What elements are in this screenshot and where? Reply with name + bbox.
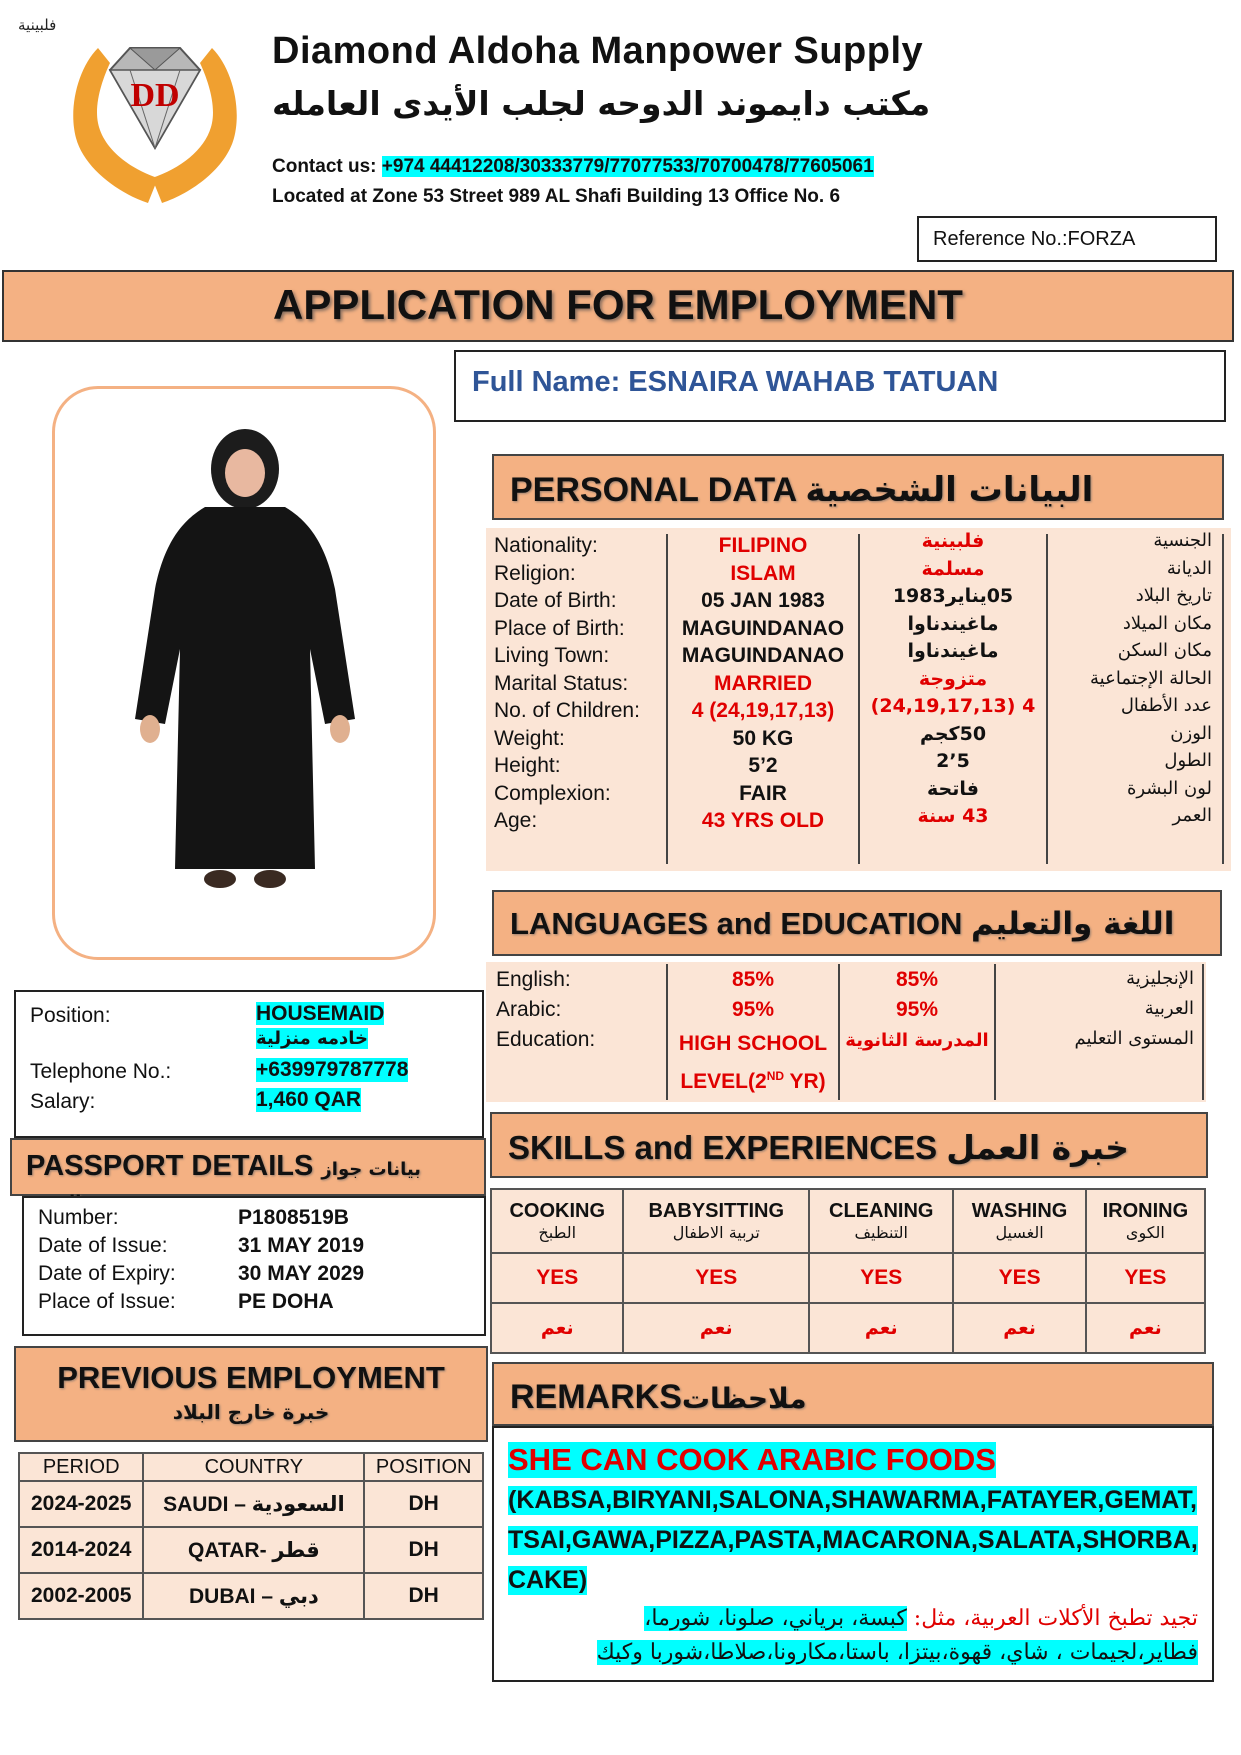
previous-header (14, 1346, 488, 1442)
passport-label: Date of Issue: (38, 1234, 168, 1257)
education-value: HIGH SCHOOL LEVEL(2 (678, 1032, 828, 1093)
previous-country: DUBAI – دبي (143, 1573, 364, 1619)
previous-period: 2024-2025 (19, 1481, 143, 1527)
passport-value: 31 MAY 2019 (238, 1234, 365, 1257)
personal-label-ar: الطول (1164, 750, 1212, 771)
personal-value-ar: فاتحة (927, 777, 979, 800)
personal-value-ar: 5’2 (936, 750, 970, 772)
personal-label-ar: الديانة (1166, 557, 1212, 579)
lang-label-ar-0: الإنجليزية (1126, 968, 1194, 989)
passport-value: 30 MAY 2029 (238, 1262, 365, 1285)
lang-value-0: 85% (731, 968, 775, 991)
position-value: HOUSEMAID (256, 1002, 385, 1025)
previous-column-header: PERIOD (19, 1453, 143, 1481)
full-name: Full Name: ESNAIRA WAHAB TATUAN (454, 350, 1226, 422)
remarks-line-3: TSAI,GAWA,PIZZA,PASTA,MACARONA,SALATA,SHORBA, (508, 1526, 1198, 1554)
position-label: Position: (30, 1004, 111, 1027)
passport-header-ar: بيانات جواز (321, 1159, 421, 1180)
remarks-box (492, 1426, 1214, 1682)
lang-value-2 (668, 1028, 838, 1098)
lang-label-ar-1: العربية (1144, 998, 1194, 1019)
skills-table (490, 1188, 1206, 1354)
previous-table (18, 1452, 484, 1620)
passport-label: Place of Issue: (38, 1290, 176, 1313)
passport-value: PE DOHA (238, 1290, 334, 1313)
personal-label: No. of Children: (494, 699, 640, 722)
remarks-ar-1 (644, 1606, 1198, 1631)
personal-label: Marital Status: (494, 671, 629, 695)
skill-name: CLEANING (829, 1200, 934, 1222)
previous-row (19, 1481, 483, 1527)
personal-label-ar: الوزن (1170, 722, 1212, 744)
personal-value-ar: فلبينية (921, 530, 985, 552)
personal-header-en: PERSONAL DATA (510, 471, 806, 509)
previous-period: 2014-2024 (19, 1527, 143, 1573)
personal-value: MARRIED (714, 671, 812, 695)
personal-label-ar: لون البشرة (1126, 777, 1212, 799)
personal-data-header (492, 454, 1224, 520)
lang-value-ar-1: 95% (895, 998, 939, 1021)
previous-position: DH (364, 1481, 483, 1527)
remarks-ar-red: تجيد تطبخ الأكلات العربية، مثل: (906, 1606, 1198, 1631)
previous-period: 2002-2005 (19, 1573, 143, 1619)
personal-value: MAGUINDANAO (681, 644, 845, 667)
skill-name-ar: الغسيل (995, 1223, 1044, 1242)
skill-yes-ar: نعم (1086, 1303, 1205, 1353)
personal-label: Complexion: (494, 781, 611, 805)
remarks-ar-black-1: كبسة، برياني، صلونا، شورما، (644, 1606, 907, 1631)
skill-yes-ar: نعم (491, 1303, 623, 1353)
personal-value: 05 JAN 1983 (701, 589, 825, 612)
applicant-photo (52, 386, 436, 960)
previous-header-ar: خبرة خارج البلاد (172, 1400, 330, 1424)
personal-label-ar: الجنسية (1153, 530, 1212, 551)
personal-value-ar: ماغيندناوا (907, 640, 999, 662)
skills-header-en: SKILLS and EXPERIENCES (508, 1129, 947, 1166)
lang-value-ar-2: المدرسة الثانوية (845, 1030, 989, 1051)
position-value-ar: خادمه منزلية (256, 1028, 369, 1049)
remarks-line-1: SHE CAN COOK ARABIC FOODS (508, 1442, 996, 1477)
personal-label-ar: العمر (1172, 805, 1212, 826)
personal-value: 4 (24,19,17,13) (691, 699, 835, 722)
personal-value-ar: 43 سنة (917, 805, 989, 827)
logo-letters: DD (130, 77, 180, 114)
personal-label-ar: مكان الميلاد (1122, 612, 1212, 634)
personal-value-ar: مسلمة (921, 557, 985, 580)
previous-country: QATAR- قطر (143, 1527, 364, 1573)
personal-label: Religion: (494, 561, 576, 585)
form-title: APPLICATION FOR EMPLOYMENT (2, 270, 1234, 342)
education-sup: ND (766, 1069, 785, 1083)
personal-label: Height: (494, 754, 561, 777)
skill-name: COOKING (509, 1200, 605, 1222)
personal-label-ar: عدد الأطفال (1120, 695, 1212, 716)
skill-yes: YES (809, 1253, 953, 1303)
languages-header-ar: اللغة والتعليم (971, 906, 1175, 942)
personal-value: ISLAM (730, 561, 796, 585)
remarks-line-4: CAKE) (508, 1566, 588, 1594)
skill-name-cell (1086, 1189, 1205, 1253)
personal-label: Age: (494, 809, 538, 832)
skill-name-ar: التنظيف (854, 1223, 908, 1242)
remarks-header-ar: ملاحظات (681, 1382, 807, 1415)
languages-panel (486, 962, 1206, 1102)
remarks-ar-2: فطاير،لجيمات ، شاي، قهوة،بيتزا، باستا،مكارونا،صلاطا،شوربا وكيك (596, 1640, 1198, 1665)
personal-label: Date of Birth: (494, 589, 617, 612)
company-name-ar: مكتب دايموند الدوحه لجلب الأيدى العامله (272, 84, 931, 123)
contact-label: Contact us: (272, 156, 382, 177)
personal-value-ar: متزوجة (918, 667, 988, 690)
salary-value: 1,460 QAR (256, 1088, 362, 1111)
languages-header (492, 890, 1222, 956)
position-value-block (256, 1002, 384, 1051)
lang-label-0: English: (496, 968, 571, 991)
corner-tag: فلبينية (18, 16, 57, 34)
skill-name-ar: تربية الاطفال (672, 1223, 760, 1242)
skill-name-cell (623, 1189, 809, 1253)
personal-value: 50 KG (732, 726, 794, 750)
passport-header-en: PASSPORT DETAILS (26, 1150, 322, 1182)
personal-value: 5’2 (748, 754, 778, 777)
lang-value-ar-0: 85% (895, 968, 939, 991)
passport-box (22, 1196, 486, 1336)
skill-yes: YES (623, 1253, 809, 1303)
previous-column-header: COUNTRY (143, 1453, 364, 1481)
phone-label: Telephone No.: (30, 1060, 172, 1083)
company-name-en: Diamond Aldoha Manpower Supply (272, 30, 924, 72)
skills-header (490, 1112, 1208, 1178)
education-tail: YR) (784, 1070, 826, 1093)
skill-name: IRONING (1102, 1200, 1189, 1222)
lang-label-2: Education: (496, 1028, 596, 1051)
personal-header-ar: البيانات الشخصية (805, 470, 1094, 510)
contact-line (272, 156, 874, 178)
salary-label: Salary: (30, 1090, 96, 1113)
previous-column-header: POSITION (364, 1453, 483, 1481)
personal-value: FAIR (739, 781, 787, 805)
company-logo (58, 28, 252, 216)
previous-country: SAUDI – السعودية (143, 1481, 364, 1527)
personal-label: Place of Birth: (494, 616, 625, 640)
skill-name-cell (491, 1189, 623, 1253)
skill-yes: YES (1086, 1253, 1205, 1303)
personal-value: MAGUINDANAO (681, 616, 845, 640)
company-location: Located at Zone 53 Street 989 AL Shafi Building 13 Office No. 6 (272, 186, 841, 207)
lang-label-1: Arabic: (496, 998, 562, 1021)
previous-position: DH (364, 1527, 483, 1573)
personal-data-panel (486, 528, 1231, 871)
previous-row (19, 1573, 483, 1619)
phone-value: +639979787778 (256, 1058, 409, 1081)
previous-row (19, 1527, 483, 1573)
remarks-header (492, 1362, 1214, 1426)
skill-name: BABYSITTING (648, 1200, 785, 1222)
skill-name-ar: الكوى (1125, 1223, 1165, 1242)
personal-value: FILIPINO (718, 534, 808, 557)
remarks-header-en: REMARKS (510, 1378, 682, 1416)
skill-yes-ar: نعم (809, 1303, 953, 1353)
passport-label: Number: (38, 1206, 119, 1229)
skill-yes-ar: نعم (623, 1303, 809, 1353)
skill-yes: YES (953, 1253, 1085, 1303)
previous-position: DH (364, 1573, 483, 1619)
position-box (14, 990, 484, 1138)
contact-numbers: +974 44412208/30333779/77077533/70700478/77605061 (381, 156, 874, 177)
skill-name: WASHING (971, 1200, 1068, 1222)
reference-number: Reference No.:FORZA (917, 216, 1217, 262)
previous-header-en: PREVIOUS EMPLOYMENT (57, 1360, 445, 1395)
skill-name-cell (809, 1189, 953, 1253)
personal-value-ar: 05يناير1983 (892, 585, 1014, 607)
skills-header-ar: خبرة العمل (946, 1128, 1129, 1167)
passport-label: Date of Expiry: (38, 1262, 176, 1285)
skill-yes-ar: نعم (953, 1303, 1085, 1353)
personal-label-ar: تاريخ البلاد (1135, 585, 1212, 606)
lang-value-1: 95% (731, 998, 775, 1021)
personal-value: 43 YRS OLD (701, 809, 825, 832)
personal-value-ar: 50كجم (919, 722, 987, 745)
skill-yes: YES (491, 1253, 623, 1303)
personal-label: Living Town: (494, 644, 610, 667)
personal-label: Weight: (494, 726, 565, 750)
personal-label-ar: مكان السكن (1117, 640, 1212, 661)
passport-value: P1808519B (238, 1206, 349, 1229)
skill-name-cell (953, 1189, 1085, 1253)
personal-value-ar: ماغيندناوا (907, 612, 999, 635)
lang-label-ar-2: المستوى التعليم (1074, 1028, 1194, 1049)
personal-value-ar: 4 (24,19,17,13) (870, 695, 1036, 717)
languages-header-en: LANGUAGES and EDUCATION (510, 906, 971, 941)
personal-label-ar: الحالة الإجتماعية (1090, 667, 1212, 689)
passport-header (10, 1138, 486, 1196)
personal-label: Nationality: (494, 534, 598, 557)
remarks-line-2: (KABSA,BIRYANI,SALONA,SHAWARMA,FATAYER,GEMAT, (508, 1486, 1197, 1514)
skill-name-ar: الطبخ (538, 1223, 577, 1242)
